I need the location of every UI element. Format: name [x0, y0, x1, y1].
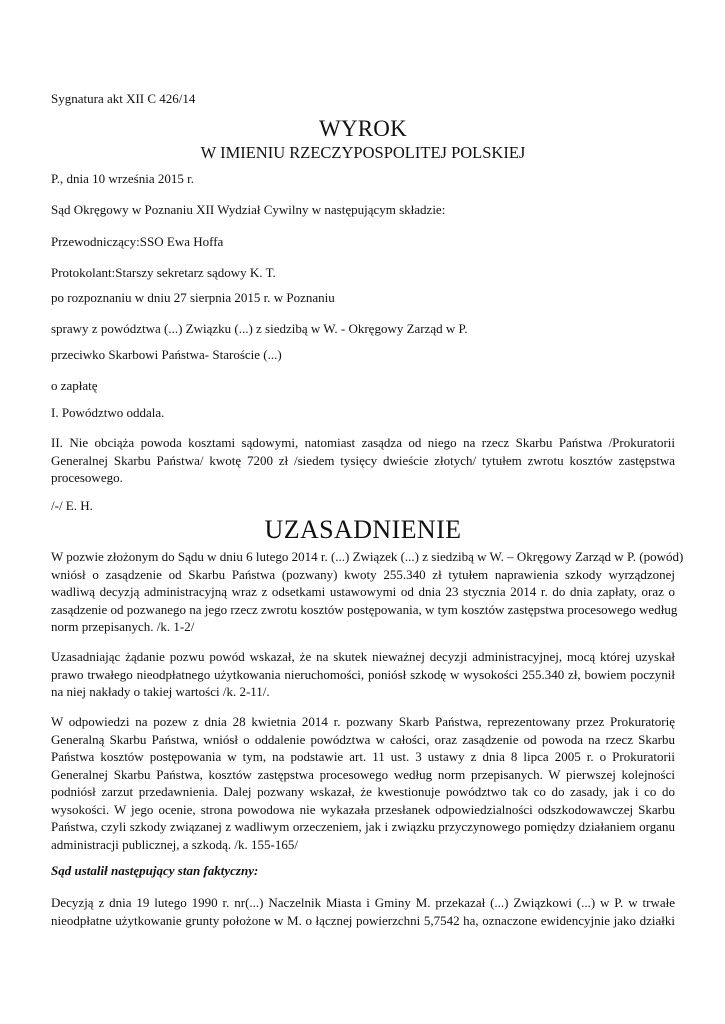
text-line: wadliwą decyzją administracyjną wraz z odsetkami ustawowymi od dnia 23 stycznia 2014 r. do dnia zapłaty, oraz o	[51, 584, 675, 599]
text-line: Państwa, czyli szkody związanej z wadliwym orzeczeniem, jak i związku przyczynowego pomiędzy działaniem organu	[51, 819, 675, 834]
judge-signature: /-/ E. H.	[51, 498, 93, 513]
text-line: nieodpłatne użytkowanie grunty położone w M. o łącznej powierzchni 5,7542 ha, oznaczone ewidencyjnie jako działki	[51, 912, 675, 928]
text-line: Państwa kosztów postępowania w tym, na podstawie art. 11 ust. 3 ustawy z dnia 8 lipca 2005 r. o Prokuratorii	[51, 749, 675, 764]
court-composition: Sąd Okręgowy w Poznaniu XII Wydział Cywilny w następującym składzie:	[51, 202, 446, 217]
text-line: zasądzenie od pozwanego na jego rzecz zwrotu kosztów postępowania, w tym kosztów zastępstwa procesowego według	[51, 601, 678, 617]
text-line: W odpowiedzi na pozew z dnia 28 kwietnia 2014 r. pozwany Skarb Państwa, reprezentowany przez Prokuratorię	[51, 714, 675, 729]
text-line: norm przepisanych. /k. 1-2/	[51, 619, 195, 634]
ruling-point-2	[51, 434, 675, 487]
text-line: podniósł zarzut przedawnienia. Dalej pozwany wskazał, że kwestionuje powództwo tak co do zasady, jak i co do	[51, 784, 675, 799]
justification-paragraph-3	[51, 713, 675, 853]
justification-title: UZASADNIENIE	[264, 515, 462, 544]
text-line: prawo trwałego nieodpłatnego użytkowania nieruchomości, poniósł szkodę w wysokości 255.340 zł, bowiem poczynił	[51, 666, 675, 682]
judgment-subtitle: W IMIENIU RZECZYPOSPOLITEJ POLSKIEJ	[200, 143, 526, 162]
defendant: przeciwko Skarbowi Państwa- Staroście (...)	[51, 347, 282, 362]
chairman: Przewodniczący:SSO Ewa Hoffa	[51, 234, 224, 249]
text-line: procesowego.	[51, 470, 123, 485]
clerk: Protokolant:Starszy sekretarz sądowy K. T.	[51, 265, 276, 280]
judgment-title: WYROK	[319, 116, 407, 141]
text-line: II. Nie obciąża powoda kosztami sądowymi, natomiast zasądza od niego na rzecz Skarbu Państwa /Prokuratorii	[51, 435, 675, 450]
plaintiff: sprawy z powództwa (...) Związku (...) z siedzibą w W. - Okręgowy Zarząd w P.	[51, 321, 468, 336]
justification-paragraph-2	[51, 648, 675, 701]
justification-paragraph-1	[51, 548, 684, 636]
text-line: Generalnej Skarbu Państwa/ kwotę 7200 zł /siedem tysięcy dwieście złotych/ tytułem zwrotu kosztów zastępstwa	[51, 452, 675, 468]
text-line: na niej nakłady o takiej wartości /k. 2-11/.	[51, 684, 270, 699]
text-line: Generalną Skarbu Państwa, wniósł o oddalenie powództwa w całości, oraz zasądzenie od powoda na rzecz Skarbu	[51, 731, 675, 747]
text-line: Uzasadniając żądanie pozwu powód wskazał, że na skutek nieważnej decyzji administracyjnej, mocą której uzyskał	[51, 649, 675, 664]
case-signature: Sygnatura akt XII C 426/14	[51, 91, 196, 106]
text-line: wniósł o zasądzenie od Skarbu Państwa (pozwany) kwoty 255.340 zł tytułem naprawienia szkody wyrządzonej	[51, 566, 675, 582]
text-line: Decyzją z dnia 19 lutego 1990 r. nr(...) Naczelnik Miasta i Gminy M. przekazał (...) Związkowi (...) w P. w trwałe	[51, 895, 675, 910]
facts-paragraph-1	[51, 894, 675, 929]
case-subject: o zapłatę	[51, 378, 98, 393]
text-line: administracji publicznej, a szkodą. /k. 155-165/	[51, 836, 298, 852]
facts-heading: Sąd ustalił następujący stan faktyczny:	[51, 863, 259, 878]
ruling-point-1: I. Powództwo oddala.	[51, 405, 165, 420]
text-line: wysokości. W jego ocenie, strona powodowa nie wykazała przesłanek odpowiedzialności odszkodowawczej Skarbu	[51, 801, 675, 817]
text-line: Generalnej Skarbu Państwa, kosztów zastępstwa procesowego według norm przepisanych. W pierwszej kolejności	[51, 766, 675, 782]
place-date: P., dnia 10 września 2015 r.	[51, 171, 194, 186]
text-line: W pozwie złożonym do Sądu w dniu 6 lutego 2014 r. (...) Związek (...) z siedzibą w W. – Okręgowy Zarząd w P. (powód)	[51, 549, 684, 564]
hearing-info: po rozpoznaniu w dniu 27 sierpnia 2015 r. w Poznaniu	[51, 290, 335, 305]
